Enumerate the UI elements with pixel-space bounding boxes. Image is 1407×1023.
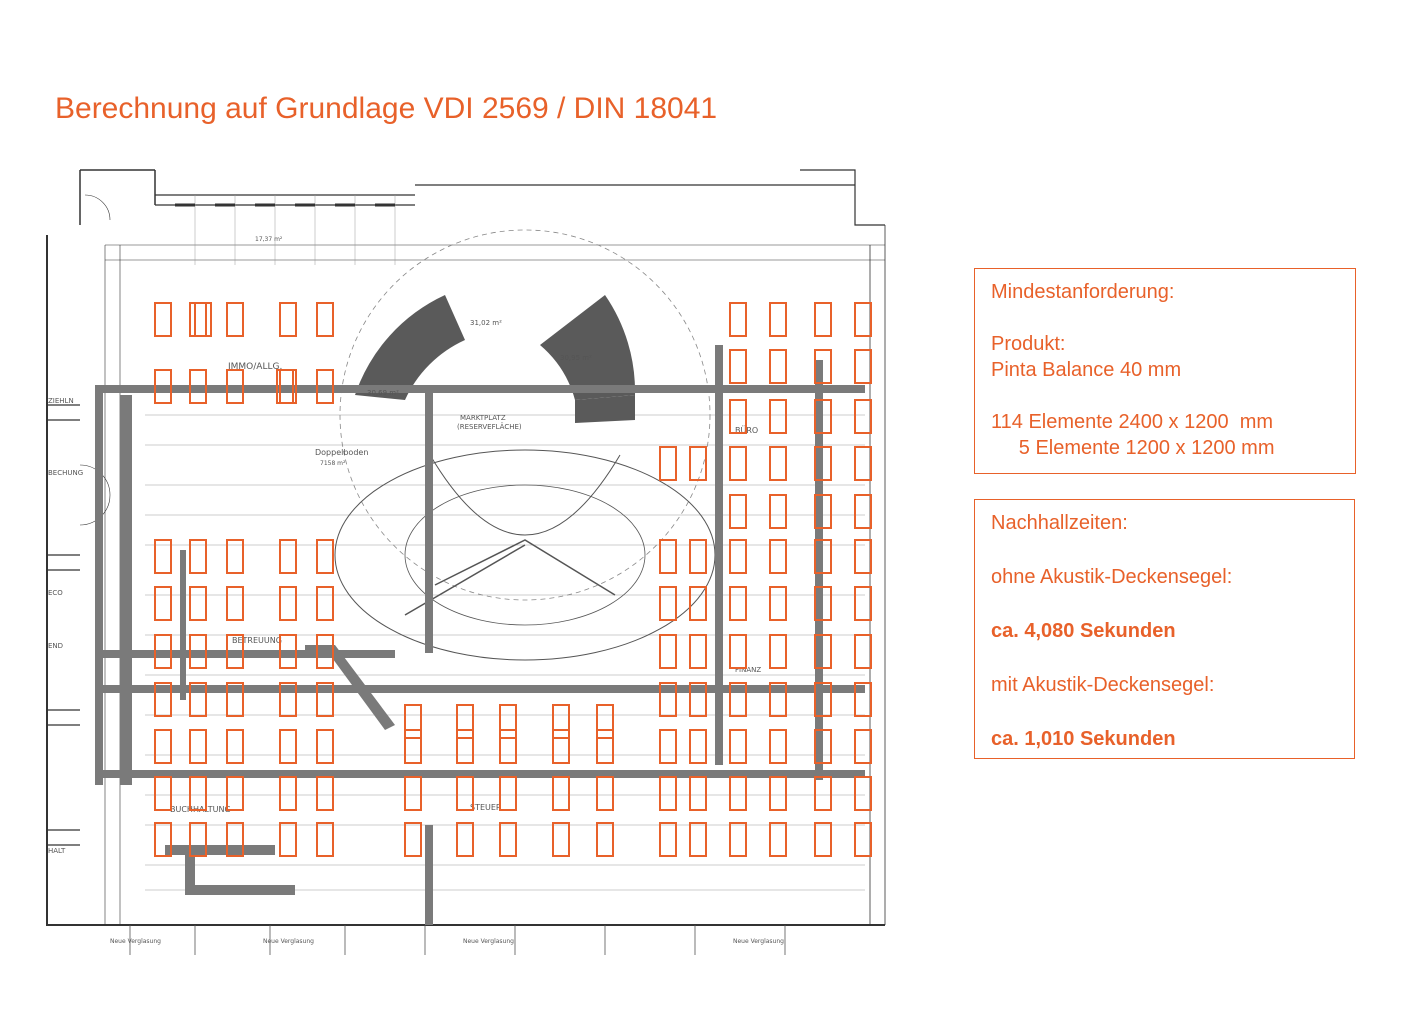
label-left2: BECHUNG — [48, 469, 84, 477]
plan-bottom-ticks — [130, 925, 785, 955]
label-area1: 31,02 m² — [470, 319, 502, 327]
label-betreuung: BETREUUNG — [232, 636, 282, 645]
ceiling-panel — [855, 495, 871, 528]
ceiling-panel — [660, 823, 676, 856]
ceiling-panel — [770, 447, 786, 480]
ceiling-panel — [730, 635, 746, 668]
ceiling-panel — [770, 400, 786, 433]
ceiling-panel — [730, 777, 746, 810]
ceiling-panel — [815, 823, 831, 856]
ceiling-panel — [730, 350, 746, 383]
without-value: ca. 4,080 Sekunden — [991, 620, 1176, 642]
ceiling-panel — [190, 587, 206, 620]
ceiling-panel — [855, 777, 871, 810]
ceiling-panel — [500, 777, 516, 810]
ceiling-panel — [730, 495, 746, 528]
ceiling-panel — [597, 705, 613, 738]
ceiling-panel — [690, 635, 706, 668]
without-label: ohne Akustik-Deckensegel: — [991, 566, 1233, 588]
ceiling-panel — [553, 730, 569, 763]
ceiling-panel — [317, 823, 333, 856]
ceiling-panel — [500, 823, 516, 856]
ceiling-panel — [155, 303, 171, 336]
label-left1: ZIEHLN — [48, 397, 74, 405]
label-steuer: STEUER — [470, 803, 502, 812]
label-left4: END — [48, 642, 64, 650]
plan-grid — [145, 195, 865, 890]
requirement-box — [974, 268, 1356, 474]
ceiling-panel — [553, 823, 569, 856]
ceiling-panel — [457, 730, 473, 763]
ceiling-panel — [280, 777, 296, 810]
ceiling-panel — [660, 447, 676, 480]
ceiling-panel — [457, 705, 473, 738]
ceiling-panel — [553, 777, 569, 810]
product-name: Pinta Balance 40 mm — [991, 359, 1182, 381]
ceiling-panel — [405, 777, 421, 810]
label-immo: IMMO/ALLG. — [228, 362, 283, 372]
ceiling-panel — [405, 823, 421, 856]
page-title: Berechnung auf Grundlage VDI 2569 / DIN 18041 — [55, 92, 718, 125]
with-value: ca. 1,010 Sekunden — [991, 728, 1176, 750]
ceiling-panel — [660, 587, 676, 620]
label-reserveflaeche: (RESERVEFLÄCHE) — [457, 423, 522, 431]
label-area3: 30,69 m² — [367, 389, 399, 397]
ceiling-panel — [770, 495, 786, 528]
ceiling-panel — [855, 400, 871, 433]
ceiling-panel — [815, 777, 831, 810]
ceiling-panel — [730, 823, 746, 856]
ceiling-panel — [227, 730, 243, 763]
ceiling-panel — [815, 303, 831, 336]
label-finanz: FINANZ — [735, 666, 762, 674]
ceiling-panel — [770, 350, 786, 383]
ceiling-panel — [227, 587, 243, 620]
floor-plan — [45, 165, 890, 960]
ceiling-panel — [855, 303, 871, 336]
ceiling-panel — [280, 730, 296, 763]
label-doppelboden: Doppelboden — [315, 448, 369, 457]
ceiling-panel — [730, 447, 746, 480]
ceiling-panel — [500, 730, 516, 763]
ceiling-panel — [280, 303, 296, 336]
label-left3: ECO — [48, 589, 63, 597]
ceiling-panel — [405, 705, 421, 738]
label-neue2: Neue Verglasung — [263, 938, 314, 945]
ceiling-panel — [457, 823, 473, 856]
ceiling-panel — [155, 587, 171, 620]
ceiling-panel — [770, 823, 786, 856]
ceiling-panel — [597, 730, 613, 763]
ceiling-panel — [317, 730, 333, 763]
ceiling-panel — [855, 635, 871, 668]
ceiling-panel — [317, 777, 333, 810]
label-neue3: Neue Verglasung — [463, 938, 514, 945]
ceiling-panel — [190, 730, 206, 763]
ceiling-panel — [770, 635, 786, 668]
ceiling-panel — [227, 303, 243, 336]
requirement-heading: Mindestanforderung: — [991, 281, 1175, 303]
ceiling-panel — [770, 303, 786, 336]
label-area4: 17,37 m² — [255, 236, 283, 243]
ceiling-panel — [690, 823, 706, 856]
ceiling-panel — [770, 777, 786, 810]
ceiling-panel — [690, 777, 706, 810]
label-area2: 30,95 m² — [560, 354, 592, 362]
product-label: Produkt: — [991, 333, 1066, 355]
label-marktplatz: MARKTPLATZ — [460, 414, 506, 422]
ceiling-panel — [690, 587, 706, 620]
ceiling-panel — [405, 730, 421, 763]
ceiling-panel — [597, 777, 613, 810]
ceiling-panel — [317, 587, 333, 620]
ceiling-panel — [190, 303, 206, 336]
ceiling-panel — [155, 777, 171, 810]
label-left5: HALT — [48, 847, 66, 855]
ceiling-panel — [855, 350, 871, 383]
ceiling-panel — [770, 587, 786, 620]
ceiling-panel — [553, 705, 569, 738]
ceiling-panel — [730, 587, 746, 620]
ceiling-panel — [855, 447, 871, 480]
elements-line-1: 114 Elemente 2400 x 1200 mm — [991, 411, 1274, 433]
ceiling-panel — [855, 730, 871, 763]
ceiling-panel — [195, 303, 211, 336]
ceiling-panel — [660, 777, 676, 810]
elements-line-2: 5 Elemente 1200 x 1200 mm — [991, 437, 1275, 459]
label-buero: BÜRO — [735, 426, 759, 435]
ceiling-panel — [280, 823, 296, 856]
ceiling-panel — [660, 635, 676, 668]
ceiling-panel — [855, 823, 871, 856]
label-neue4: Neue Verglasung — [733, 938, 784, 945]
ceiling-panel — [500, 705, 516, 738]
reverberation-box — [974, 499, 1355, 759]
ceiling-panel — [855, 587, 871, 620]
ceiling-panel — [597, 823, 613, 856]
ceiling-panel — [690, 730, 706, 763]
label-buchhaltung: BUCHHALTUNG — [170, 805, 231, 814]
ceiling-panel — [660, 730, 676, 763]
ceiling-panel — [155, 730, 171, 763]
reverb-heading: Nachhallzeiten: — [991, 512, 1128, 534]
ceiling-panel — [317, 303, 333, 336]
with-label: mit Akustik-Deckensegel: — [991, 674, 1215, 696]
ceiling-panel — [280, 587, 296, 620]
label-neue1: Neue Verglasung — [110, 938, 161, 945]
ceiling-panel — [770, 730, 786, 763]
label-area5: 7158 m² — [320, 460, 346, 467]
ceiling-panel — [730, 303, 746, 336]
ceiling-panel — [730, 730, 746, 763]
